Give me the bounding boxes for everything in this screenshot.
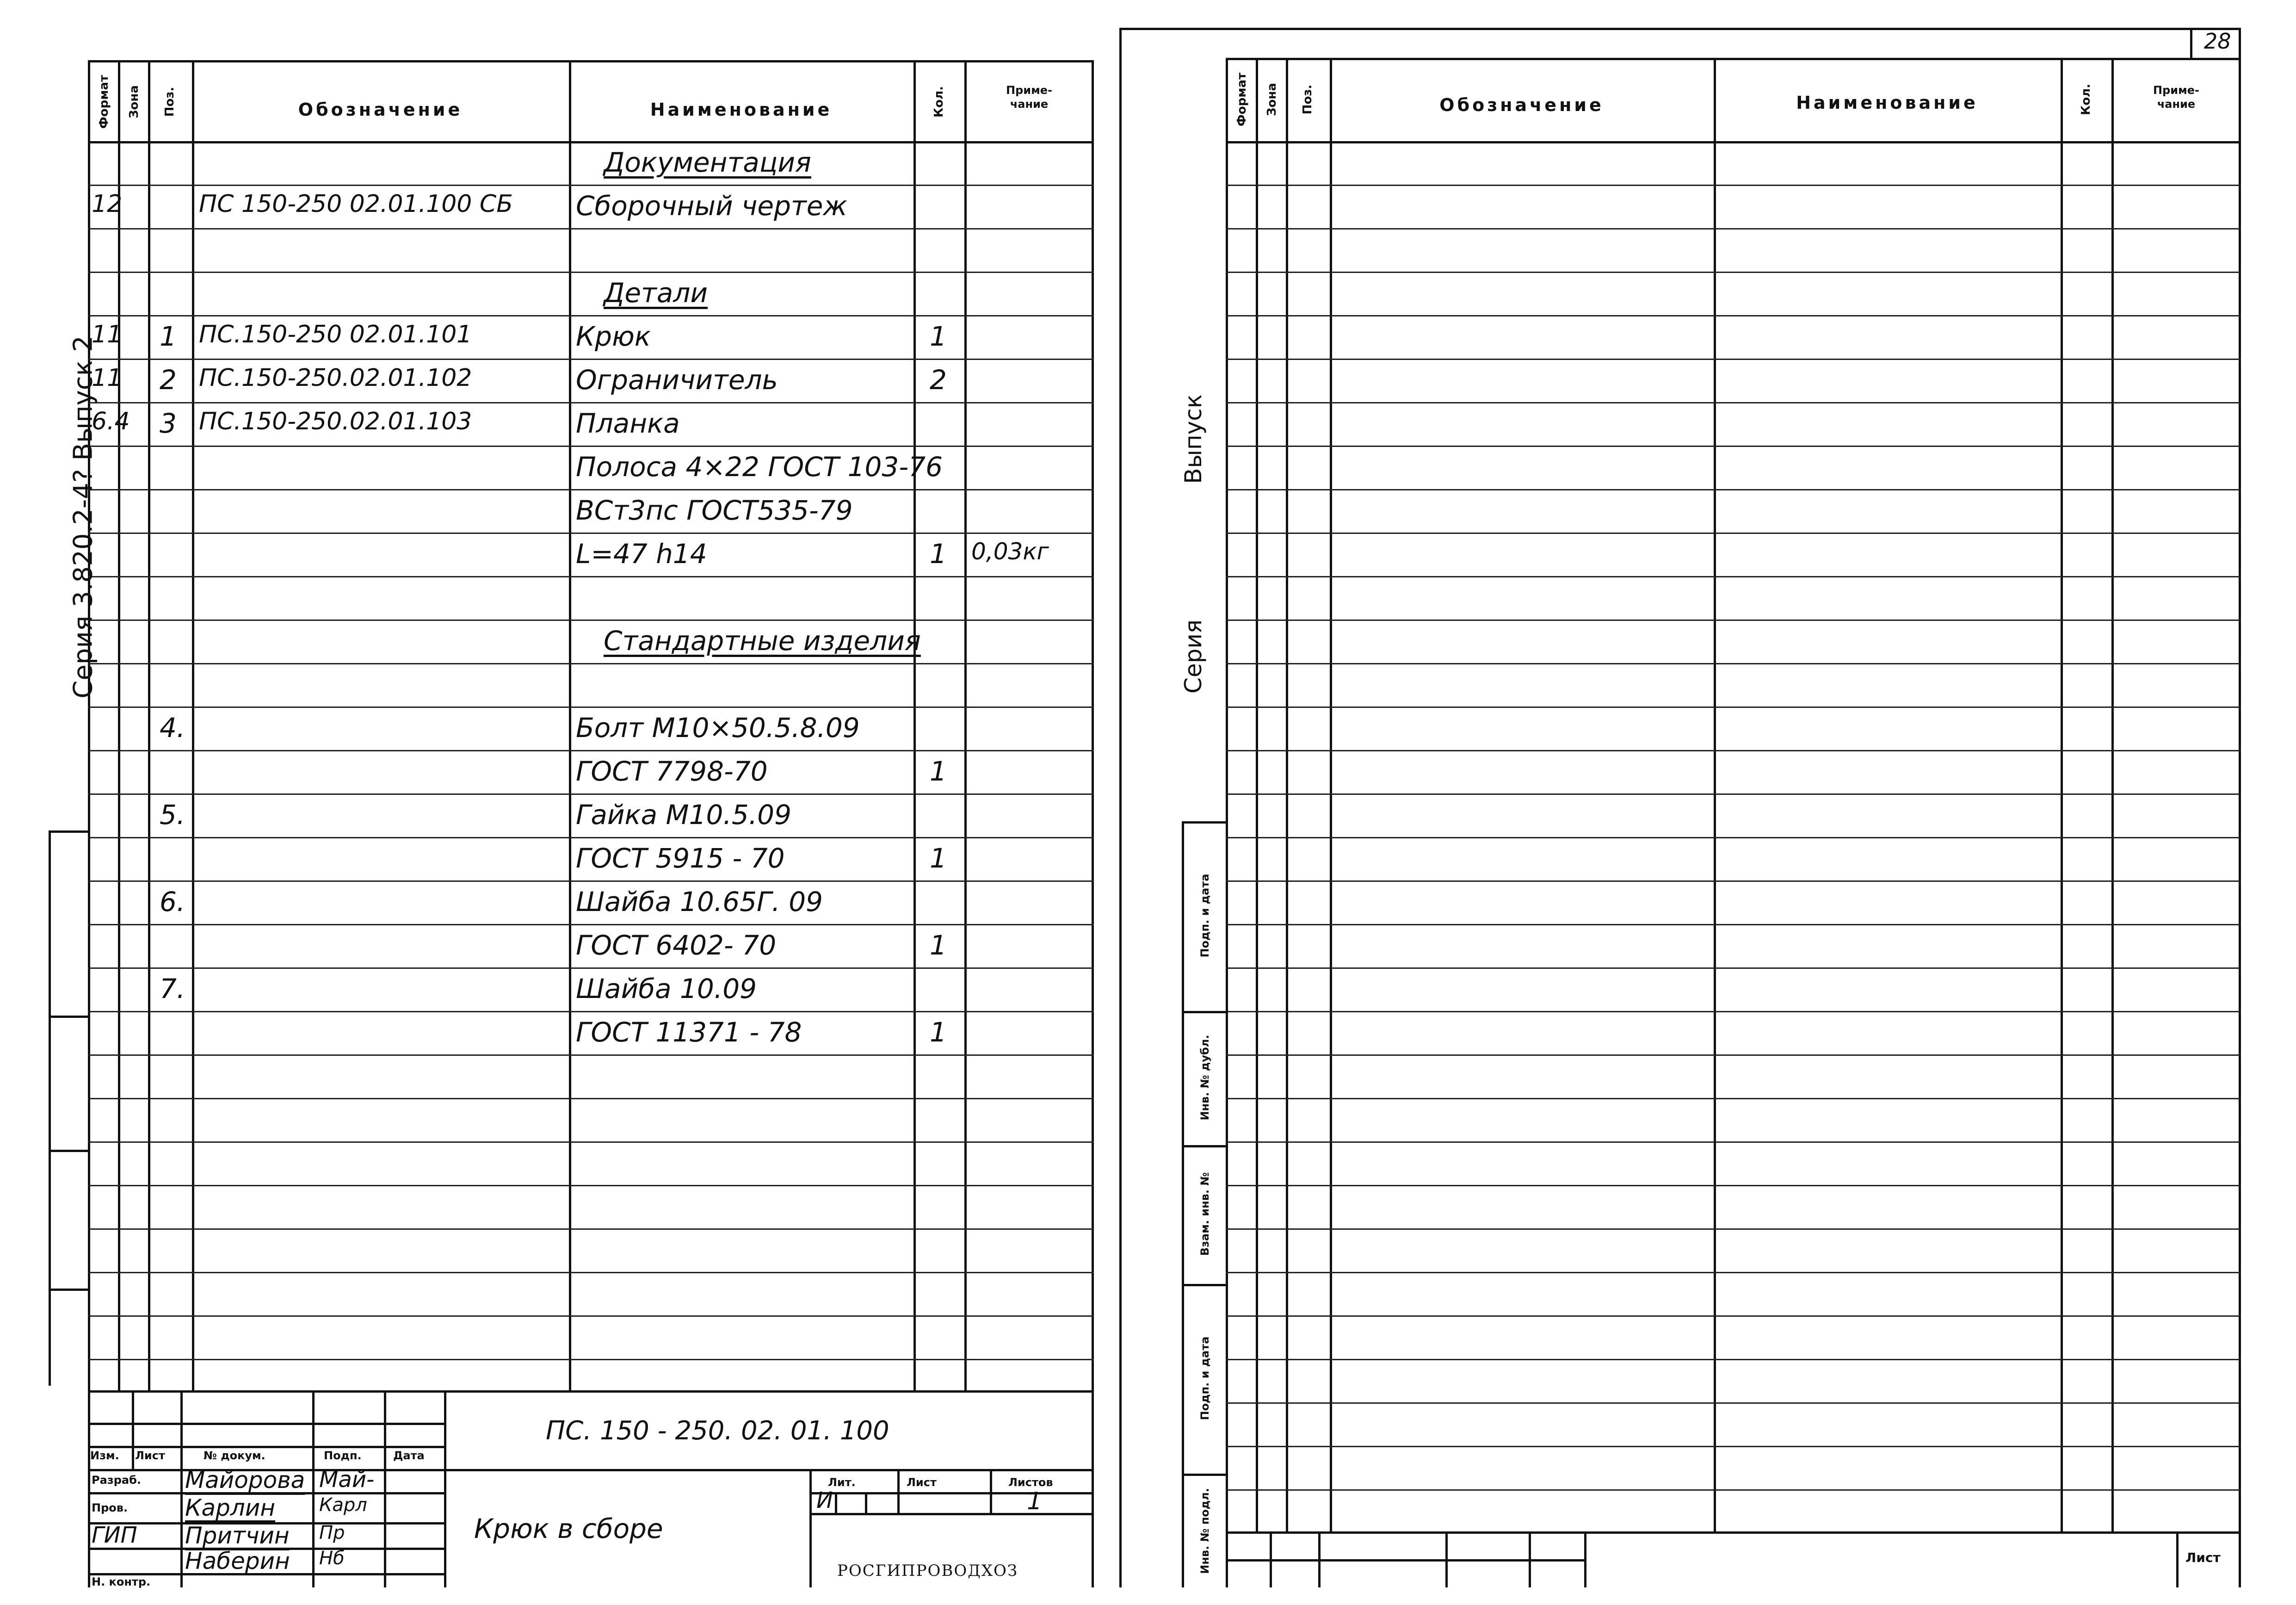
cell-name: Сборочный чертеж xyxy=(576,190,847,222)
tb-role-0: Разраб. xyxy=(92,1474,141,1487)
page-box-line xyxy=(2190,28,2192,60)
row-line xyxy=(88,1011,1094,1012)
r-hdr-qty: Кол. xyxy=(2079,83,2093,116)
tb-role-2: ГИП xyxy=(92,1522,137,1548)
hdr-pos: Поз. xyxy=(163,87,177,117)
row-line xyxy=(88,750,1094,751)
cell-pos: 6. xyxy=(160,886,185,917)
row-line xyxy=(88,315,1094,316)
stamp-strip-line xyxy=(1182,821,1228,824)
right-frame-right xyxy=(2239,28,2241,1587)
row-line xyxy=(1226,663,2241,664)
cell-qty: 1 xyxy=(930,1016,947,1048)
cell-designation: ПС.150-250.02.01.103 xyxy=(199,408,472,435)
row-line xyxy=(1226,793,2241,795)
cell-designation: ПС 150-250 02.01.100 СБ xyxy=(199,190,513,218)
hdr-format: Формат xyxy=(97,74,111,129)
bottom-line xyxy=(1226,1531,2241,1534)
row-line xyxy=(1226,1098,2241,1099)
tb-sheet-label: Лист xyxy=(907,1476,937,1489)
tb-line xyxy=(88,1423,446,1425)
r-hdr-designation: Обозначение xyxy=(1439,95,1604,115)
header-line xyxy=(88,141,1094,143)
row-line xyxy=(1226,489,2241,490)
row-line xyxy=(1226,1272,2241,1273)
left-frame-right xyxy=(1092,60,1094,1587)
cell-pos: 1 xyxy=(160,321,177,352)
col-line xyxy=(148,60,150,1393)
row-line xyxy=(1226,1141,2241,1143)
row-line xyxy=(1226,446,2241,447)
cell-name: ГОСТ 11371 - 78 xyxy=(576,1016,802,1048)
row-line xyxy=(88,446,1094,447)
cell-format: 12 xyxy=(92,190,123,218)
tb-role-1: Пров. xyxy=(92,1501,128,1514)
tb-sign-1: Карл xyxy=(319,1494,367,1516)
cell-format: 6.4 xyxy=(92,408,130,435)
hdr-zone: Зона xyxy=(127,85,141,118)
cell-name: Детали xyxy=(604,277,708,309)
row-line xyxy=(1226,1228,2241,1230)
row-line xyxy=(88,967,1094,969)
row-line xyxy=(88,272,1094,273)
row-line xyxy=(88,489,1094,490)
cell-name: Гайка М10.5.09 xyxy=(576,799,791,830)
row-line xyxy=(88,402,1094,403)
row-line xyxy=(1226,228,2241,229)
stamp-strip-line xyxy=(49,1150,90,1152)
cell-name: Полоса 4×22 ГОСТ 103-76 xyxy=(576,451,943,483)
tb-sign-0: Май- xyxy=(319,1467,375,1493)
tb-lit-label: Лит. xyxy=(828,1476,856,1489)
row-line xyxy=(88,924,1094,925)
row-line xyxy=(88,880,1094,882)
col-line xyxy=(118,60,120,1393)
cell-name: ГОСТ 5915 - 70 xyxy=(576,843,785,874)
row-line xyxy=(88,228,1094,229)
page-number: 28 xyxy=(2204,29,2231,54)
row-line xyxy=(88,1098,1094,1099)
cell-pos: 7. xyxy=(160,973,185,1004)
cell-qty: 1 xyxy=(930,538,947,570)
bottom-line xyxy=(1270,1531,1272,1587)
tb-line xyxy=(990,1469,992,1513)
cell-pos: 3 xyxy=(160,408,177,439)
row-line xyxy=(88,1228,1094,1230)
hdr-name: Наименование xyxy=(650,99,833,120)
row-line xyxy=(1226,1489,2241,1491)
row-line xyxy=(1226,1054,2241,1056)
cell-qty: 1 xyxy=(930,756,947,787)
tb-line xyxy=(88,1446,446,1448)
row-line xyxy=(1226,1402,2241,1404)
col-line xyxy=(913,60,916,1393)
tb-line xyxy=(180,1390,183,1587)
r-margin-issue: Выпуск xyxy=(1180,394,1207,484)
bottom-line xyxy=(1584,1531,1586,1587)
tb-line xyxy=(865,1492,867,1513)
cell-name: Планка xyxy=(576,408,680,439)
tb-line xyxy=(444,1390,446,1587)
row-line xyxy=(88,620,1094,621)
stamp-strip-line xyxy=(49,830,51,1386)
tb-name-0: Майорова xyxy=(185,1467,305,1493)
cell-name: L=47 h14 xyxy=(576,538,707,570)
row-line xyxy=(88,1054,1094,1056)
col-line xyxy=(964,60,967,1393)
bottom-line xyxy=(2176,1531,2179,1587)
row-line xyxy=(1226,576,2241,577)
row-line xyxy=(88,1141,1094,1143)
col-line xyxy=(569,60,571,1393)
cell-qty: 1 xyxy=(930,843,947,874)
row-line xyxy=(88,663,1094,664)
tb-role-3: Н. контр. xyxy=(92,1575,151,1588)
bottom-line xyxy=(1529,1531,1531,1587)
row-line xyxy=(1226,880,2241,882)
bottom-line xyxy=(1318,1531,1321,1587)
tb-lit-value: И xyxy=(816,1487,833,1513)
cell-name: Шайба 10.65Г. 09 xyxy=(576,886,823,917)
row-line xyxy=(88,1315,1094,1317)
hdr-designation: Обозначение xyxy=(298,99,463,120)
row-line xyxy=(88,793,1094,795)
cell-name: Стандартные изделия xyxy=(604,625,921,657)
row-line xyxy=(88,1272,1094,1273)
stamp-sign-date-2: Подп. и дата xyxy=(1198,1336,1211,1420)
row-line xyxy=(88,533,1094,534)
tb-col-sign: Подп. xyxy=(324,1449,362,1462)
cell-format: 11 xyxy=(92,364,123,392)
tb-line xyxy=(88,1390,1094,1393)
r-hdr-name: Наименование xyxy=(1796,93,1978,113)
cell-name: ГОСТ 6402- 70 xyxy=(576,930,777,961)
right-frame-top xyxy=(1226,58,2241,60)
stamp-vzam-inv: Взам. инв. № xyxy=(1198,1172,1211,1256)
row-line xyxy=(88,706,1094,708)
tb-line xyxy=(132,1390,134,1469)
left-frame-left xyxy=(88,60,90,1587)
r-hdr-note: Приме- чание xyxy=(2153,84,2199,111)
tb-sign-3: Нб xyxy=(319,1548,345,1569)
stamp-inv-dubl: Инв. № дубл. xyxy=(1198,1035,1211,1121)
cell-pos: 5. xyxy=(160,799,185,830)
tb-line xyxy=(809,1469,812,1587)
row-line xyxy=(1226,1011,2241,1012)
stamp-strip-line xyxy=(1182,821,1184,1587)
cell-name: Болт М10×50.5.8.09 xyxy=(576,712,860,744)
row-line xyxy=(88,359,1094,360)
bottom-line xyxy=(1226,1559,1586,1562)
cell-designation: ПС.150-250.02.01.102 xyxy=(199,364,472,392)
cell-pos: 2 xyxy=(160,364,177,396)
cell-note: 0,03кг xyxy=(971,538,1049,565)
left-frame-top xyxy=(88,60,1094,62)
col-line xyxy=(192,60,194,1393)
header-line xyxy=(1226,141,2241,143)
stamp-strip-line xyxy=(49,1016,90,1018)
col-line xyxy=(1256,58,1258,1534)
row-line xyxy=(1226,967,2241,969)
col-line xyxy=(1286,58,1288,1534)
row-line xyxy=(1226,1359,2241,1360)
tb-sheets-value: 1 xyxy=(1027,1487,1043,1515)
tb-item-name: Крюк в сборе xyxy=(474,1513,663,1544)
col-line xyxy=(2061,58,2063,1534)
col-line xyxy=(2111,58,2114,1534)
row-line xyxy=(88,837,1094,838)
cell-qty: 2 xyxy=(930,364,947,396)
tb-line xyxy=(809,1513,1094,1515)
tb-name-2: Притчин xyxy=(185,1522,290,1549)
cell-name: ГОСТ 7798-70 xyxy=(576,756,768,787)
cell-name: ВСт3пс ГОСТ535-79 xyxy=(576,495,853,526)
row-line xyxy=(1226,315,2241,316)
row-line xyxy=(1226,924,2241,925)
r-hdr-zone: Зона xyxy=(1265,83,1279,116)
tb-org: РОСГИПРОВОДХОЗ xyxy=(837,1562,1018,1580)
right-top-line xyxy=(1119,28,2239,30)
cell-qty: 1 xyxy=(930,321,947,352)
tb-line xyxy=(384,1390,386,1587)
row-line xyxy=(1226,1446,2241,1447)
row-line xyxy=(1226,620,2241,621)
right-outer-left xyxy=(1119,28,1122,1587)
cell-name: Крюк xyxy=(576,321,651,352)
tb-col-date: Дата xyxy=(393,1449,425,1462)
cell-designation: ПС.150-250 02.01.101 xyxy=(199,321,472,348)
tb-line xyxy=(897,1469,900,1513)
cell-name: Шайба 10.09 xyxy=(576,973,757,1004)
tb-name-1: Карлин xyxy=(185,1494,276,1521)
row-line xyxy=(1226,533,2241,534)
cell-format: 11 xyxy=(92,321,123,348)
row-line xyxy=(88,185,1094,186)
stamp-inv-podl: Инв. № подл. xyxy=(1198,1488,1211,1574)
col-line xyxy=(1330,58,1332,1534)
hdr-note: Приме- чание xyxy=(1006,84,1052,111)
cell-name: Документация xyxy=(604,147,811,178)
row-line xyxy=(1226,185,2241,186)
row-line xyxy=(1226,1185,2241,1186)
stamp-sign-date-1: Подп. и дата xyxy=(1198,874,1211,958)
bottom-line xyxy=(1445,1531,1448,1587)
cell-name: Ограничитель xyxy=(576,364,778,396)
tb-name-3: Наберин xyxy=(185,1548,290,1574)
tb-sheets-label: Листов xyxy=(1008,1476,1053,1489)
row-line xyxy=(1226,750,2241,751)
tb-line xyxy=(809,1492,1094,1494)
row-line xyxy=(88,1185,1094,1186)
row-line xyxy=(88,1359,1094,1360)
row-line xyxy=(1226,359,2241,360)
tb-line xyxy=(312,1390,315,1587)
margin-series-title: Серия 3.820.2-4? Выпуск 2 xyxy=(68,335,99,699)
tb-doc-code: ПС. 150 - 250. 02. 01. 100 xyxy=(546,1416,889,1446)
row-line xyxy=(1226,706,2241,708)
row-line xyxy=(1226,837,2241,838)
tb-col-izm: Изм. xyxy=(90,1449,119,1462)
r-hdr-format: Формат xyxy=(1235,72,1249,127)
tb-col-list: Лист xyxy=(135,1449,165,1462)
stamp-strip-line xyxy=(49,1289,90,1291)
r-margin-series: Серия xyxy=(1180,620,1207,694)
tb-line xyxy=(835,1492,837,1513)
row-line xyxy=(1226,402,2241,403)
row-line xyxy=(88,576,1094,577)
hdr-qty: Кол. xyxy=(932,86,946,118)
tb-col-doc: № докум. xyxy=(204,1449,265,1462)
cell-qty: 1 xyxy=(930,930,947,961)
stamp-strip-line xyxy=(49,830,90,833)
tb-sign-2: Пр xyxy=(319,1522,345,1543)
cell-pos: 4. xyxy=(160,712,185,744)
r-hdr-pos: Поз. xyxy=(1301,84,1315,115)
row-line xyxy=(1226,272,2241,273)
r-sheet-label: Лист xyxy=(2185,1550,2221,1565)
row-line xyxy=(1226,1315,2241,1317)
col-line xyxy=(1714,58,1716,1534)
